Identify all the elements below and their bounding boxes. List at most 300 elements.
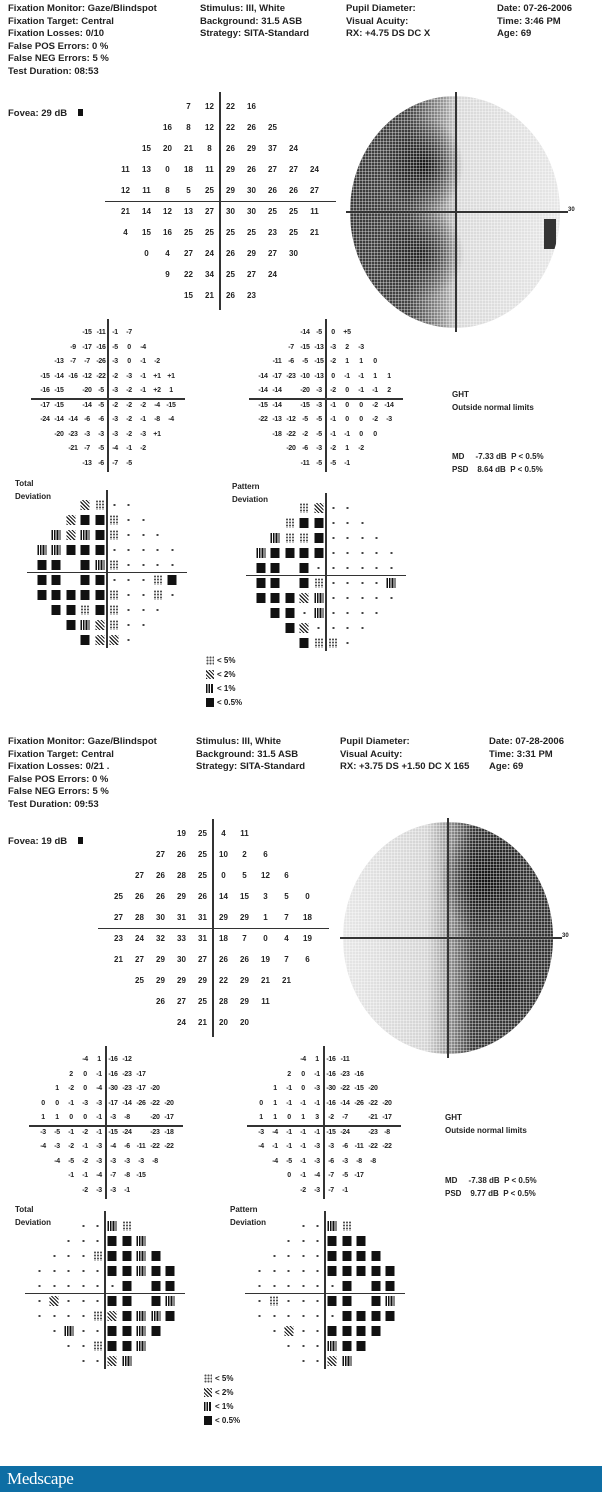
- probability-symbol-icon: [95, 545, 104, 555]
- probability-symbol-icon: [300, 548, 309, 558]
- probability-symbol-icon: [66, 515, 75, 525]
- deviation-value: -12: [82, 372, 92, 380]
- probability-symbol-icon: [343, 608, 352, 618]
- probability-symbol-icon: [81, 500, 90, 510]
- probability-symbol-icon: [329, 593, 338, 603]
- legend-p1: < 1%: [217, 684, 236, 693]
- threshold-value: 3: [263, 892, 268, 901]
- pattern-deviation-subtitle: Deviation: [232, 495, 269, 504]
- probability-symbol-icon: [108, 1296, 117, 1306]
- threshold-value: 37: [268, 144, 277, 153]
- probability-symbol-icon: [284, 1341, 293, 1351]
- probability-symbol-icon: [358, 533, 367, 543]
- threshold-value: 26: [156, 871, 165, 880]
- probability-symbol-icon: [342, 1326, 351, 1336]
- deviation-value: -15: [82, 329, 92, 336]
- threshold-value: 27: [198, 955, 207, 964]
- probability-symbol-icon: [93, 1236, 102, 1246]
- probability-symbol-icon: [110, 590, 119, 600]
- deviation-value: -16: [326, 1070, 336, 1078]
- deviation-value: -20: [286, 445, 296, 452]
- probability-symbol-icon: [153, 590, 162, 600]
- probability-symbol-icon: [79, 1221, 88, 1231]
- threshold-value: 7: [242, 934, 247, 943]
- probability-symbol-icon: [37, 545, 46, 555]
- ght-label: GHT: [445, 1113, 462, 1122]
- threshold-value: 11: [240, 829, 249, 838]
- deviation-value: -10: [300, 372, 310, 380]
- probability-symbol-icon: [271, 548, 280, 558]
- deviation-value: -2: [330, 358, 336, 365]
- legend-p1: < 1%: [215, 1402, 234, 1411]
- deviation-value: -14: [54, 416, 64, 423]
- deviation-value: -3: [112, 416, 118, 423]
- deviation-value: 0: [331, 372, 335, 380]
- probability-symbol-icon: [299, 1296, 308, 1306]
- probability-symbol-icon: [50, 1251, 59, 1261]
- threshold-value: 29: [177, 976, 186, 985]
- probability-symbol-icon: [110, 575, 119, 585]
- probability-symbol-icon: [313, 1266, 322, 1276]
- deviation-value: -3: [316, 445, 322, 452]
- threshold-value: 20: [240, 1018, 249, 1027]
- deviation-value: -1: [286, 1099, 292, 1107]
- deviation-value: -2: [68, 1143, 74, 1150]
- probability-symbol-icon: [166, 1296, 175, 1306]
- legend-p2: < 2%: [215, 1388, 234, 1397]
- deviation-value: 1: [345, 445, 349, 452]
- probability-symbol-icon: [64, 1251, 73, 1261]
- deviation-value: 0: [359, 401, 363, 409]
- probability-symbol-icon: [124, 635, 133, 645]
- threshold-value: 4: [123, 228, 128, 237]
- probability-symbol-icon: [328, 1296, 337, 1306]
- deviation-value: -17: [164, 1114, 174, 1121]
- deviation-value: 0: [373, 358, 377, 365]
- deviation-value: +1: [167, 372, 175, 380]
- total-deviation-title: Total: [15, 1205, 34, 1214]
- threshold-value: 28: [219, 997, 228, 1006]
- probability-symbol-icon: [81, 575, 90, 585]
- patient-optics-block: [340, 736, 469, 774]
- deviation-value: -2: [140, 401, 146, 409]
- threshold-value: 26: [156, 997, 165, 1006]
- deviation-value: -20: [150, 1085, 160, 1092]
- deviation-value: -5: [316, 430, 322, 438]
- deviation-value: -3: [96, 1143, 102, 1150]
- probability-symbol-icon: [108, 1341, 117, 1351]
- probability-symbol-icon: [95, 515, 104, 525]
- probability-symbol-icon: [256, 578, 265, 588]
- probability-symbol-icon: [151, 1281, 160, 1291]
- probability-symbol-icon: [284, 1236, 293, 1246]
- threshold-value: 33: [177, 934, 186, 943]
- threshold-value: 26: [135, 892, 144, 901]
- deviation-value: -15: [258, 401, 268, 409]
- probability-symbol-icon: [79, 1311, 88, 1321]
- deviation-value: -22: [368, 1099, 378, 1107]
- probability-symbol-icon: [95, 590, 104, 600]
- probability-symbol-icon: [329, 548, 338, 558]
- deviation-value: 0: [83, 1114, 87, 1121]
- probability-symbol-icon: [52, 530, 61, 540]
- greyscale-horizontal-axis: [346, 211, 568, 213]
- probability-symbol-icon: [342, 1221, 351, 1231]
- threshold-value: 28: [135, 913, 144, 922]
- deviation-value: -3: [98, 430, 104, 438]
- total-deviation-subtitle: Deviation: [15, 492, 52, 501]
- probability-symbol-icon: [328, 1356, 337, 1366]
- deviation-value: -8: [124, 1172, 130, 1179]
- probability-symbol-icon: [64, 1281, 73, 1291]
- deviation-value: -2: [112, 372, 118, 380]
- deviation-value: -3: [386, 416, 392, 423]
- p2-symbol-icon: [204, 1388, 212, 1397]
- deviation-value: -17: [40, 401, 50, 409]
- false-pos-errors: False POS Errors: 0 %: [8, 773, 109, 785]
- probability-symbol-icon: [314, 578, 323, 588]
- deviation-value: -3: [138, 1157, 144, 1165]
- deviation-value: +2: [153, 387, 161, 394]
- deviation-value: -14: [54, 372, 64, 380]
- threshold-value: 6: [263, 850, 268, 859]
- probability-symbol-icon: [342, 1236, 351, 1246]
- probability-symbol-icon: [139, 620, 148, 630]
- threshold-value: 30: [177, 955, 186, 964]
- deviation-value: -1: [68, 1172, 74, 1179]
- probability-symbol-icon: [285, 593, 294, 603]
- deviation-value: -1: [330, 430, 336, 438]
- threshold-value: 16: [163, 228, 172, 237]
- deviation-value: -1: [300, 1099, 306, 1107]
- legend-p05: < 0.5%: [217, 698, 243, 707]
- threshold-value: 27: [177, 997, 186, 1006]
- deviation-value: -1: [286, 1085, 292, 1092]
- deviation-value: 2: [69, 1070, 73, 1078]
- legend-p2: < 2%: [217, 670, 236, 679]
- deviation-value: -11: [96, 329, 106, 336]
- threshold-value: 8: [165, 186, 170, 195]
- stimulus-block: [200, 3, 309, 41]
- deviation-value: 0: [373, 430, 377, 438]
- deviation-value: -2: [330, 387, 336, 394]
- probability-symbol-icon: [66, 545, 75, 555]
- probability-symbol-icon: [270, 1266, 279, 1276]
- threshold-value: 23: [247, 291, 256, 300]
- deviation-value: 1: [387, 372, 391, 380]
- vertical-meridian: [104, 1211, 106, 1369]
- axis-label-30: 30: [568, 207, 575, 213]
- threshold-value: 18: [219, 934, 228, 943]
- deviation-value: 2: [287, 1070, 291, 1078]
- deviation-value: 1: [273, 1114, 277, 1121]
- probability-symbol-icon: [313, 1236, 322, 1246]
- deviation-value: -14: [258, 372, 268, 380]
- probability-symbol-icon: [371, 1281, 380, 1291]
- probability-symbol-icon: [329, 638, 338, 648]
- probability-symbol-icon: [371, 1296, 380, 1306]
- threshold-value: 22: [226, 123, 235, 132]
- deviation-value: 0: [83, 1070, 87, 1078]
- threshold-value: 27: [268, 249, 277, 258]
- probability-symbol-icon: [35, 1296, 44, 1306]
- threshold-value: 26: [177, 850, 186, 859]
- probability-symbol-icon: [124, 575, 133, 585]
- legend-p5: < 5%: [217, 656, 236, 665]
- deviation-value: -17: [82, 343, 92, 351]
- probability-symbol-icon: [139, 590, 148, 600]
- date: Date: 07-28-2006: [489, 736, 564, 747]
- deviation-value: -14: [272, 401, 282, 409]
- deviation-value: -6: [302, 445, 308, 452]
- probability-symbol-icon: [93, 1251, 102, 1261]
- probability-symbol-icon: [300, 563, 309, 573]
- deviation-value: -17: [136, 1070, 146, 1078]
- threshold-value: 20: [219, 1018, 228, 1027]
- deviation-value: -1: [330, 401, 336, 409]
- probability-symbol-icon: [137, 1236, 146, 1246]
- threshold-value: 34: [205, 270, 214, 279]
- threshold-value: 27: [135, 955, 144, 964]
- deviation-value: -1: [124, 1186, 130, 1194]
- probability-symbol-icon: [284, 1326, 293, 1336]
- deviation-value: -1: [300, 1172, 306, 1179]
- probability-symbol-icon: [270, 1296, 279, 1306]
- probability-symbol-icon: [300, 623, 309, 633]
- threshold-value: 25: [205, 228, 214, 237]
- threshold-value: 27: [268, 165, 277, 174]
- probability-symbol-icon: [52, 545, 61, 555]
- probability-symbol-icon: [328, 1311, 337, 1321]
- deviation-value: 0: [345, 416, 349, 423]
- threshold-value: 4: [284, 934, 289, 943]
- probability-symbol-icon: [256, 548, 265, 558]
- probability-symbol-icon: [66, 590, 75, 600]
- deviation-value: 0: [127, 358, 131, 365]
- deviation-value: -1: [140, 372, 146, 380]
- deviation-value: -12: [122, 1056, 132, 1063]
- probability-symbol-icon: [151, 1296, 160, 1306]
- threshold-value: 21: [198, 1018, 207, 1027]
- probability-symbol-icon: [95, 575, 104, 585]
- deviation-value: -3: [40, 1128, 46, 1136]
- probability-symbol-icon: [153, 560, 162, 570]
- deviation-value: -1: [342, 1186, 348, 1194]
- probability-symbol-icon: [81, 635, 90, 645]
- probability-symbol-icon: [300, 518, 309, 528]
- probability-symbol-icon: [52, 605, 61, 615]
- threshold-value: 14: [142, 207, 151, 216]
- threshold-value: 29: [156, 976, 165, 985]
- deviation-value: 0: [301, 1070, 305, 1078]
- probability-symbol-icon: [122, 1251, 131, 1261]
- probability-symbol-icon: [285, 548, 294, 558]
- probability-symbol-icon: [313, 1251, 322, 1261]
- probability-symbol-icon: [122, 1311, 131, 1321]
- deviation-value: -1: [96, 1070, 102, 1078]
- probability-symbol-icon: [328, 1326, 337, 1336]
- fovea-marker-icon: [78, 837, 83, 844]
- probability-symbol-icon: [166, 1281, 175, 1291]
- deviation-value: 1: [169, 387, 173, 394]
- probability-symbol-icon: [314, 533, 323, 543]
- p1-symbol-icon: [204, 1402, 212, 1411]
- threshold-value: 18: [303, 913, 312, 922]
- probability-symbol-icon: [372, 533, 381, 543]
- probability-symbol-icon: [300, 638, 309, 648]
- probability-symbol-icon: [139, 530, 148, 540]
- threshold-value: 27: [184, 249, 193, 258]
- threshold-value: 7: [284, 913, 289, 922]
- threshold-value: 29: [219, 913, 228, 922]
- probability-symbol-icon: [371, 1311, 380, 1321]
- deviation-value: -26: [96, 358, 106, 365]
- threshold-value: 24: [177, 1018, 186, 1027]
- fixation-losses: Fixation Losses: 0/10: [8, 28, 105, 39]
- threshold-value: 26: [226, 291, 235, 300]
- probability-symbol-icon: [108, 1266, 117, 1276]
- probability-symbol-icon: [284, 1311, 293, 1321]
- deviation-value: 0: [331, 329, 335, 336]
- deviation-value: -8: [124, 1114, 130, 1121]
- probability-symbol-icon: [271, 533, 280, 543]
- threshold-value: 4: [221, 829, 226, 838]
- threshold-value: 27: [289, 165, 298, 174]
- threshold-value: 7: [186, 102, 191, 111]
- deviation-value: -2: [330, 445, 336, 452]
- deviation-value: -5: [302, 416, 308, 423]
- probability-symbol-icon: [81, 545, 90, 555]
- probability-symbol-icon: [357, 1311, 366, 1321]
- deviation-value: -2: [300, 1186, 306, 1194]
- probability-symbol-icon: [124, 590, 133, 600]
- threshold-value: 20: [163, 144, 172, 153]
- deviation-value: -22: [150, 1143, 160, 1150]
- deviation-value: -13: [272, 416, 282, 423]
- deviation-value: -16: [68, 372, 78, 380]
- probability-symbol-icon: [124, 620, 133, 630]
- deviation-value: -24: [122, 1128, 132, 1136]
- probability-symbol-icon: [342, 1311, 351, 1321]
- deviation-value: -18: [272, 430, 282, 438]
- probability-symbol-icon: [342, 1341, 351, 1351]
- deviation-value: +1: [153, 372, 161, 380]
- probability-symbol-icon: [358, 518, 367, 528]
- deviation-value: -1: [96, 1128, 102, 1136]
- probability-symbol-icon: [328, 1251, 337, 1261]
- deviation-value: -1: [272, 1143, 278, 1150]
- deviation-value: -24: [340, 1128, 350, 1136]
- deviation-value: -3: [140, 430, 146, 438]
- deviation-value: 1: [315, 1056, 319, 1063]
- fovea-marker-icon: [78, 109, 83, 116]
- deviation-value: -14: [340, 1099, 350, 1107]
- threshold-value: 0: [165, 165, 170, 174]
- probability-symbol-icon: [64, 1341, 73, 1351]
- probability-symbol-icon: [343, 638, 352, 648]
- threshold-value: 30: [156, 913, 165, 922]
- probability-symbol-icon: [371, 1251, 380, 1261]
- probability-symbol-icon: [64, 1311, 73, 1321]
- deviation-value: -3: [316, 387, 322, 394]
- deviation-value: -1: [344, 459, 350, 467]
- probability-symbol-icon: [328, 1281, 337, 1291]
- probability-symbol-icon: [285, 623, 294, 633]
- vertical-meridian: [106, 490, 108, 648]
- threshold-value: 21: [114, 955, 123, 964]
- deviation-value: -14: [82, 401, 92, 409]
- probability-symbol-icon: [357, 1326, 366, 1336]
- probability-symbol-icon: [93, 1326, 102, 1336]
- legend-p5: < 5%: [215, 1374, 234, 1383]
- deviation-value: -2: [126, 430, 132, 438]
- deviation-value: 1: [259, 1114, 263, 1121]
- deviation-value: -4: [154, 401, 160, 409]
- probability-symbol-icon: [139, 545, 148, 555]
- threshold-value: 28: [177, 871, 186, 880]
- deviation-value: -2: [140, 445, 146, 452]
- horizontal-meridian: [31, 398, 185, 400]
- probability-symbol-icon: [299, 1266, 308, 1276]
- background: Background: 31.5 ASB: [196, 748, 299, 760]
- rx: RX: +3.75 DS +1.50 DC X 165: [340, 761, 470, 772]
- threshold-value: 25: [289, 207, 298, 216]
- probability-symbol-icon: [314, 548, 323, 558]
- total-deviation-subtitle: Deviation: [15, 1218, 52, 1227]
- deviation-value: -5: [112, 343, 118, 351]
- threshold-value: 13: [184, 207, 193, 216]
- deviation-value: -3: [54, 1143, 60, 1150]
- threshold-value: 27: [310, 186, 319, 195]
- threshold-value: 27: [156, 850, 165, 859]
- deviation-value: -7: [126, 329, 132, 336]
- deviation-value: -3: [112, 430, 118, 438]
- threshold-value: 15: [142, 228, 151, 237]
- probability-symbol-icon: [300, 593, 309, 603]
- rx: RX: +4.75 DS DC X: [346, 28, 431, 39]
- deviation-value: -12: [286, 416, 296, 423]
- deviation-value: 0: [41, 1099, 45, 1107]
- deviation-value: -15: [108, 1128, 118, 1136]
- probability-symbol-icon: [284, 1251, 293, 1261]
- probability-symbol-icon: [108, 1356, 117, 1366]
- threshold-value: 12: [205, 123, 214, 132]
- vertical-meridian: [107, 319, 109, 472]
- threshold-value: 31: [198, 934, 207, 943]
- probability-symbol-icon: [52, 575, 61, 585]
- threshold-value: 23: [268, 228, 277, 237]
- probability-symbol-icon: [37, 590, 46, 600]
- deviation-value: -1: [68, 1099, 74, 1107]
- deviation-value: -3: [96, 1157, 102, 1165]
- threshold-value: 24: [289, 144, 298, 153]
- threshold-value: 15: [184, 291, 193, 300]
- threshold-value: 29: [247, 144, 256, 153]
- threshold-value: 24: [135, 934, 144, 943]
- probability-symbol-icon: [52, 560, 61, 570]
- probability-symbol-icon: [329, 503, 338, 513]
- threshold-value: 22: [226, 102, 235, 111]
- deviation-value: -3: [124, 1157, 130, 1165]
- deviation-value: 1: [373, 372, 377, 380]
- deviation-value: -24: [40, 416, 50, 423]
- deviation-value: -5: [54, 1128, 60, 1136]
- deviation-value: 0: [259, 1099, 263, 1107]
- threshold-value: 25: [198, 829, 207, 838]
- probability-symbol-icon: [329, 608, 338, 618]
- deviation-value: -23: [340, 1070, 350, 1078]
- deviation-value: -5: [316, 416, 322, 423]
